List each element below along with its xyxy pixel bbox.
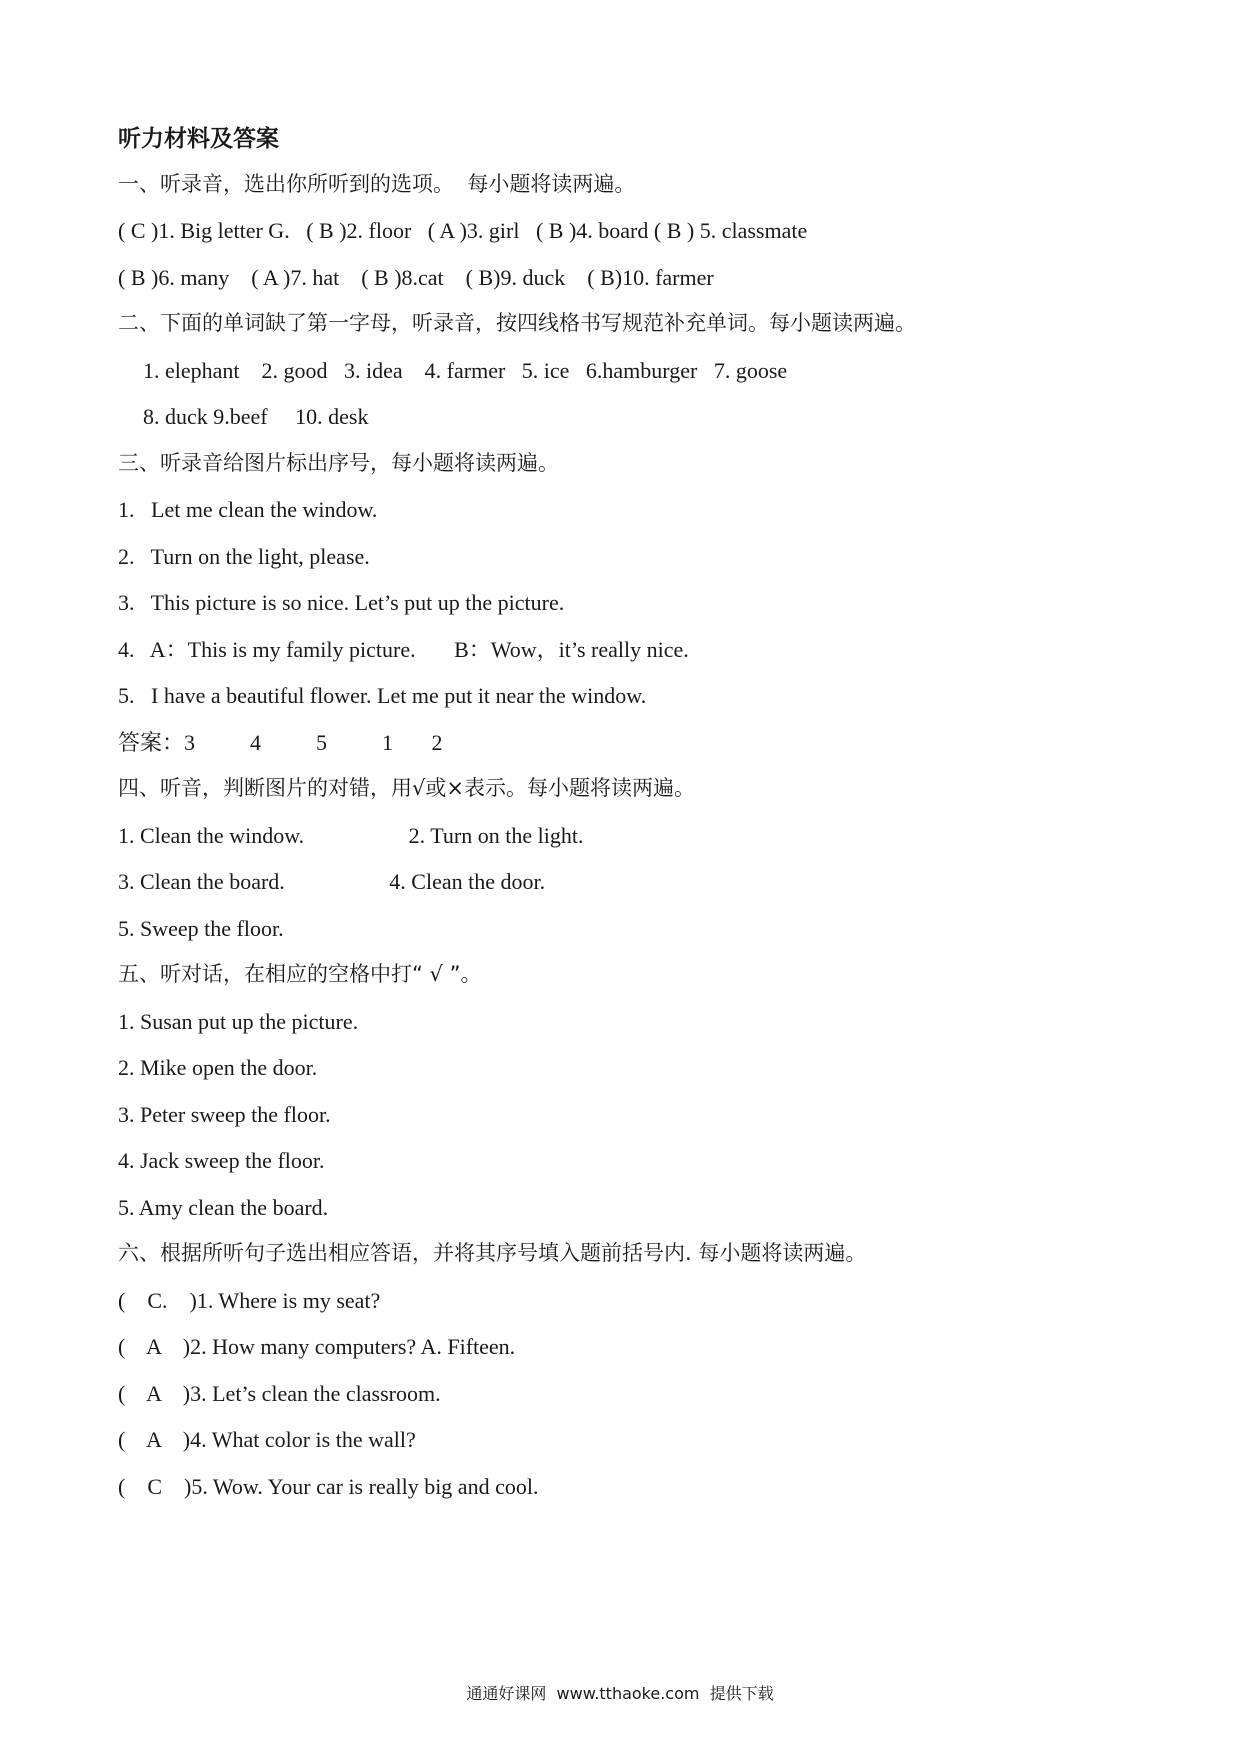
section-6-heading: 六、根据所听句子选出相应答语，并将其序号填入题前括号内. 每小题将读两遍。 [118,1241,867,1265]
section-3-item-5: 5. I have a beautiful flower. Let me put it near the window. [118,683,647,708]
section-2-heading: 二、下面的单词缺了第一字母，听录音，按四线格书写规范补充单词。每小题读两遍。 [118,311,916,335]
section-3-item-3: 3. This picture is so nice. Let’s put up the picture. [118,590,565,615]
section-1-heading: 一、听录音，选出你所听到的选项。 每小题将读两遍。 [118,172,636,196]
section-5-item-5: 5. Amy clean the board. [118,1195,329,1220]
section-4-row-3: 5. Sweep the floor. [118,916,284,941]
section-3-answer: 答案：3 4 5 1 2 [118,730,443,755]
section-5-item-4: 4. Jack sweep the floor. [118,1148,325,1173]
section-5-item-2: 2. Mike open the door. [118,1055,318,1080]
section-6-item-5: ( C )5. Wow. Your car is really big and cool. [118,1474,539,1499]
section-3-item-4: 4. A：This is my family picture. B：Wow，it’s really nice. [118,637,689,662]
section-2-words-row-2: 8. duck 9.beef 10. desk [143,404,369,429]
section-2-words-row-1: 1. elephant 2. good 3. idea 4. farmer 5. ice 6.hamburger 7. goose [143,358,788,383]
section-3-heading: 三、听录音给图片标出序号，每小题将读两遍。 [118,451,559,475]
section-1-answers-row-1: ( C )1. Big letter G. ( B )2. floor ( A )3. girl ( B )4. board ( B ) 5. classmate [118,218,808,243]
section-3-item-1: 1. Let me clean the window. [118,497,378,522]
section-6-item-2: ( A )2. How many computers? A. Fifteen. [118,1334,516,1359]
document-title: 听力材料及答案 [118,126,279,152]
section-5-item-1: 1. Susan put up the picture. [118,1009,359,1034]
section-4-row-1: 1. Clean the window. 2. Turn on the light. [118,823,584,848]
section-6-item-3: ( A )3. Let’s clean the classroom. [118,1381,441,1406]
section-6-item-4: ( A )4. What color is the wall? [118,1427,416,1452]
section-6-item-1: ( C. )1. Where is my seat? [118,1288,381,1313]
page-footer: 通通好课网 www.tthaoke.com 提供下载 [466,1684,774,1703]
section-5-heading: 五、听对话，在相应的空格中打“ √ ”。 [118,962,482,986]
section-4-row-2: 3. Clean the board. 4. Clean the door. [118,869,546,894]
section-3-item-2: 2. Turn on the light, please. [118,544,370,569]
section-5-item-3: 3. Peter sweep the floor. [118,1102,331,1127]
section-4-heading: 四、听音，判断图片的对错，用√或×表示。每小题将读两遍。 [118,776,695,800]
section-1-answers-row-2: ( B )6. many ( A )7. hat ( B )8.cat ( B)9. duck ( B)10. farmer [118,265,714,290]
